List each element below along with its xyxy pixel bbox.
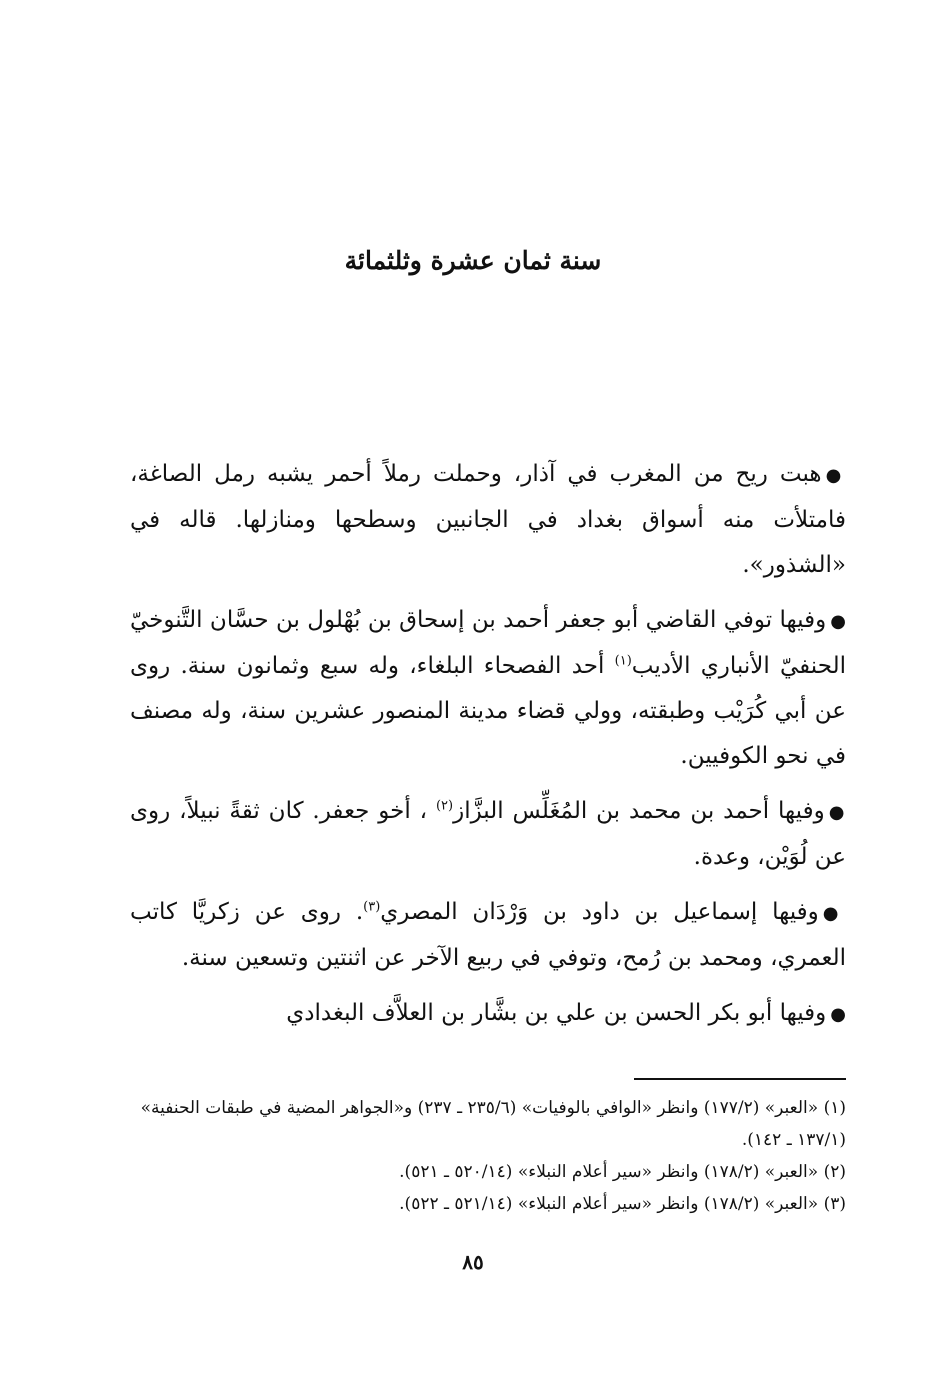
bullet-icon: ● (822, 903, 846, 924)
bullet-icon: ● (828, 802, 846, 823)
footnote-3: (٣) «العبر» (١٧٨/٢) وانظر «سير أعلام النبلاء» (٥٢١/١٤ ـ ٥٢٢). (399, 1194, 846, 1214)
footnote-2: (٢) «العبر» (١٧٨/٢) وانظر «سير أعلام النبلاء» (٥٢٠/١٤ ـ ٥٢١). (399, 1162, 846, 1182)
bullet-icon: ● (825, 465, 846, 486)
footnote-ref-2[interactable]: (٢) (435, 798, 454, 814)
paragraph-text: هبت ريح من المغرب في آذار، وحملت رملاً أحمر يشبه رمل الصاغة، فامتلأت منه أسواق بغداد في الجانبين وسطحها ومنازلها. قاله في «الشذور». (130, 461, 846, 578)
footnote-ref-1[interactable]: (١) (614, 653, 632, 669)
page-number: ٨٥ (462, 1250, 484, 1274)
paragraph-text-before: وفيها توفي القاضي أبو جعفر أحمد بن إسحاق بن بُهْلول بن حسَّان التَّنوخيّ الحنفيّ الأنباري الأديب (130, 607, 846, 679)
paragraph-2 (130, 598, 846, 779)
paragraph-3 (130, 789, 846, 880)
footnotes (130, 1092, 846, 1220)
paragraph-1 (130, 452, 846, 588)
paragraph-text-after: ، أخو جعفر. كان ثقةً نبيلاً، روى عن لُوَيْن، وعدة. (130, 798, 846, 870)
chapter-title: سنة ثمان عشرة وثلثمائة (344, 246, 602, 275)
bullet-icon: ● (830, 1004, 846, 1025)
paragraph-text-before: وفيها إسماعيل بن داود بن وَرْدَان المصري (380, 899, 819, 925)
footnote-1: (١) «العبر» (١٧٧/٢) وانظر «الوافي بالوفيات» (٢٣٥/٦ ـ ٢٣٧) و«الجواهر المضية في طبقات الحنفية» (١٣٧/١ ـ ١٤٢). (140, 1098, 846, 1150)
paragraph-text-before: وفيها أحمد بن محمد بن المُغَلِّس البزَّاز (453, 798, 825, 824)
bullet-icon: ● (830, 611, 846, 632)
paragraph-text-after: . روى عن زكريَّا كاتب العمري، ومحمد بن رُمح، وتوفي في ربيع الآخر عن اثنتين وتسعين سنة. (130, 899, 846, 971)
paragraph-text: وفيها أبو بكر الحسن بن علي بن بشَّار بن العلاَّف البغدادي (286, 1000, 827, 1026)
paragraph-5 (130, 991, 846, 1037)
footnote-ref-3[interactable]: (٣) (363, 899, 381, 915)
footnote-divider (634, 1078, 846, 1080)
paragraph-text-after: أحد الفصحاء البلغاء، وله سبع وثمانون سنة. روى عن أبي كُرَيْب وطبقته، وولي قضاء مدينة المنصور عشرين سنة، وله مصنف في نحو الكوفيين. (130, 653, 846, 769)
paragraph-4 (130, 890, 846, 981)
main-text (130, 452, 846, 1047)
